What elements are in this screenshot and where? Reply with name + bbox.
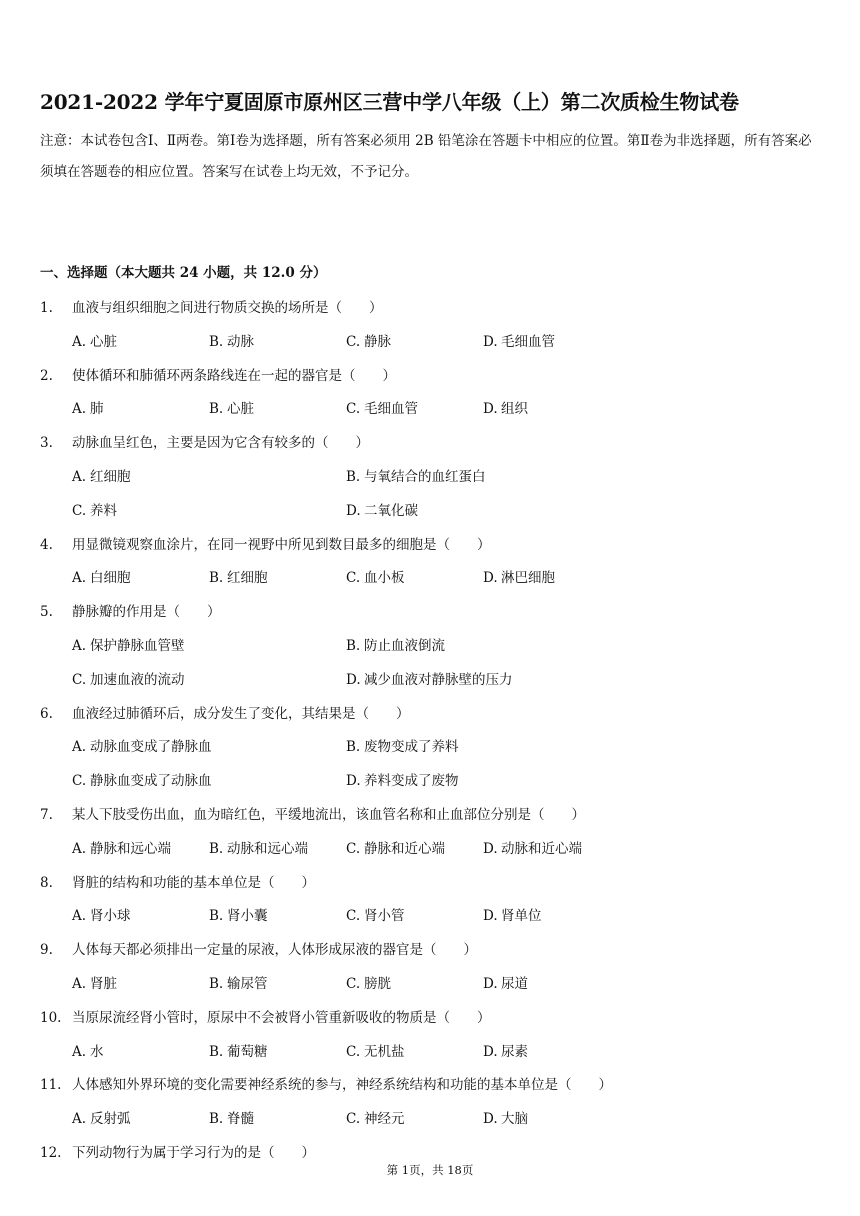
option-row (40, 495, 830, 529)
question-text: 用显微镜观察血涂片，在同一视野中所见到数目最多的细胞是（ ） (72, 536, 491, 553)
answer-option (72, 461, 346, 495)
question-number: 7. (40, 806, 53, 823)
answer-option (483, 1103, 620, 1137)
answer-option (346, 630, 620, 664)
option-text: 静脉 (364, 333, 391, 350)
question-stem (40, 698, 830, 732)
question-item (40, 596, 830, 697)
option-letter: A. (72, 570, 87, 587)
option-letter: C. (72, 671, 87, 688)
answer-option (346, 968, 483, 1002)
question-text: 血液经过肺循环后，成分发生了变化，其结果是（ ） (72, 705, 410, 722)
option-text: 心脏 (227, 401, 254, 418)
option-letter: C. (346, 1043, 361, 1060)
option-row (40, 1036, 830, 1070)
option-letter: D. (483, 570, 498, 587)
question-number: 6. (40, 705, 53, 722)
question-stem (40, 1002, 830, 1036)
option-letter: D. (346, 671, 361, 688)
question-item (40, 698, 830, 799)
option-letter: A. (72, 975, 87, 992)
answer-option (483, 562, 620, 596)
answer-option (346, 461, 620, 495)
option-text: 心脏 (90, 333, 117, 350)
option-letter: B. (209, 840, 224, 857)
question-stem (40, 292, 830, 326)
answer-option (483, 1036, 620, 1070)
option-text: 白细胞 (90, 570, 131, 587)
option-text: 静脉血变成了动脉血 (90, 773, 212, 790)
option-text: 反射弧 (90, 1111, 131, 1128)
answer-option (346, 1103, 483, 1137)
option-text: 组织 (501, 401, 528, 418)
option-text: 脊髓 (227, 1111, 254, 1128)
option-row (40, 731, 830, 765)
question-number: 12. (40, 1144, 62, 1161)
question-stem (40, 529, 830, 563)
option-letter: C. (72, 773, 87, 790)
option-letter: A. (72, 1111, 87, 1128)
answer-option (72, 968, 209, 1002)
answer-option (72, 393, 209, 427)
option-letter: A. (72, 739, 87, 756)
question-text: 人体感知外界环境的变化需要神经系统的参与，神经系统结构和功能的基本单位是（ ） (72, 1077, 612, 1094)
answer-option (72, 562, 209, 596)
option-text: 肾脏 (90, 975, 117, 992)
answer-option (72, 731, 346, 765)
option-text: 肾单位 (501, 908, 542, 925)
question-list (40, 292, 830, 1171)
option-letter: C. (346, 570, 361, 587)
option-text: 水 (90, 1043, 104, 1060)
question-number: 3. (40, 435, 53, 452)
answer-option (72, 495, 346, 529)
answer-option (72, 900, 209, 934)
option-text: 尿道 (501, 975, 528, 992)
option-text: 与氧结合的血红蛋白 (364, 468, 486, 485)
option-text: 尿素 (501, 1043, 528, 1060)
question-number: 10. (40, 1009, 62, 1026)
question-number: 8. (40, 874, 53, 891)
option-letter: C. (346, 333, 361, 350)
option-text: 毛细血管 (501, 333, 555, 350)
option-letter: A. (72, 840, 87, 857)
answer-option (483, 393, 620, 427)
question-number: 1. (40, 300, 53, 316)
question-item (40, 799, 830, 867)
question-text: 下列动物行为属于学习行为的是（ ） (72, 1144, 315, 1161)
option-row (40, 630, 830, 664)
answer-option (346, 765, 620, 799)
question-number: 11. (40, 1077, 62, 1094)
question-stem (40, 360, 830, 394)
option-letter: C. (346, 975, 361, 992)
question-text: 人体每天都必须排出一定量的尿液，人体形成尿液的器官是（ ） (72, 942, 477, 959)
question-item (40, 529, 830, 597)
question-number: 4. (40, 536, 53, 553)
option-text: 养料变成了废物 (364, 773, 459, 790)
option-row (40, 765, 830, 799)
question-item (40, 1069, 830, 1137)
answer-option (209, 833, 346, 867)
option-letter: A. (72, 637, 87, 654)
question-item (40, 1002, 830, 1070)
question-text: 当原尿流经肾小管时，原尿中不会被肾小管重新吸收的物质是（ ） (72, 1009, 491, 1026)
question-item (40, 934, 830, 1002)
option-letter: A. (72, 333, 87, 350)
option-text: 动脉和近心端 (501, 840, 582, 857)
answer-option (346, 833, 483, 867)
question-text: 动脉血呈红色，主要是因为它含有较多的（ ） (72, 435, 369, 452)
section-heading: 一、选择题（本大题共 24 小题，共 12.0 分） (40, 265, 327, 281)
question-stem (40, 934, 830, 968)
option-letter: B. (209, 1043, 224, 1060)
answer-option (209, 900, 346, 934)
option-letter: D. (346, 773, 361, 790)
answer-option (346, 393, 483, 427)
option-letter: B. (209, 975, 224, 992)
option-letter: B. (346, 637, 361, 654)
answer-option (72, 630, 346, 664)
answer-option (209, 393, 346, 427)
option-text: 动脉 (227, 333, 254, 350)
option-letter: D. (483, 975, 498, 992)
answer-option (72, 326, 209, 360)
answer-option (209, 562, 346, 596)
option-letter: C. (346, 908, 361, 925)
answer-option (346, 731, 620, 765)
answer-option (72, 1036, 209, 1070)
option-text: 肾小囊 (227, 908, 268, 925)
option-letter: C. (346, 1111, 361, 1128)
question-text: 静脉瓣的作用是（ ） (72, 604, 221, 621)
question-stem (40, 427, 830, 461)
question-number: 5. (40, 604, 53, 621)
answer-option (346, 326, 483, 360)
page-footer: 第 1页，共 18页 (386, 1163, 474, 1177)
option-row (40, 1103, 830, 1137)
answer-option (483, 326, 620, 360)
option-row (40, 664, 830, 698)
question-stem (40, 596, 830, 630)
question-stem (40, 799, 830, 833)
option-text: 淋巴细胞 (501, 570, 555, 587)
question-item (40, 867, 830, 935)
answer-option (72, 765, 346, 799)
option-letter: A. (72, 1043, 87, 1060)
option-text: 保护静脉血管壁 (90, 637, 185, 654)
option-letter: C. (346, 840, 361, 857)
question-text: 某人下肢受伤出血，血为暗红色，平缓地流出，该血管名称和止血部位分别是（ ） (72, 806, 585, 823)
option-letter: D. (483, 333, 498, 350)
option-row (40, 326, 830, 360)
option-text: 静脉和近心端 (364, 840, 445, 857)
answer-option (209, 1103, 346, 1137)
question-stem (40, 1069, 830, 1103)
option-row (40, 968, 830, 1002)
option-letter: B. (346, 739, 361, 756)
answer-option (346, 1036, 483, 1070)
option-row (40, 393, 830, 427)
answer-option (209, 1036, 346, 1070)
option-letter: C. (346, 401, 361, 418)
question-text: 肾脏的结构和功能的基本单位是（ ） (72, 874, 315, 891)
option-text: 动脉和远心端 (227, 840, 308, 857)
option-text: 肺 (90, 401, 104, 418)
question-item (40, 360, 830, 428)
option-text: 加速血液的流动 (90, 671, 185, 688)
answer-option (346, 900, 483, 934)
answer-option (72, 664, 346, 698)
question-number: 9. (40, 942, 53, 959)
question-number: 2. (40, 367, 53, 384)
exam-notice: 注意：本试卷包含Ⅰ、Ⅱ两卷。第Ⅰ卷为选择题，所有答案必须用 2B 铅笔涂在答题卡中相应的位置。第Ⅱ卷为非选择题，所有答案必须填在答题卷的相应位置。答案写在试卷上均无效，不予记分。 (40, 133, 812, 180)
question-item (40, 292, 830, 360)
option-text: 肾小球 (90, 908, 131, 925)
answer-option (346, 562, 483, 596)
option-row (40, 900, 830, 934)
option-letter: B. (209, 570, 224, 587)
option-letter: B. (209, 401, 224, 418)
answer-option (72, 1103, 209, 1137)
option-text: 红细胞 (227, 570, 268, 587)
exam-title: 2021-2022 学年宁夏固原市原州区三营中学八年级（上）第二次质检生物试卷 (40, 90, 739, 114)
option-letter: A. (72, 401, 87, 418)
option-text: 减少血液对静脉壁的压力 (364, 671, 513, 688)
option-letter: B. (346, 468, 361, 485)
option-text: 肾小管 (364, 908, 405, 925)
option-text: 防止血液倒流 (364, 637, 445, 654)
option-text: 二氧化碳 (364, 502, 418, 519)
option-letter: A. (72, 468, 87, 485)
answer-option (483, 968, 620, 1002)
question-text: 使体循环和肺循环两条路线连在一起的器官是（ ） (72, 367, 396, 384)
option-letter: D. (483, 1111, 498, 1128)
option-text: 输尿管 (227, 975, 268, 992)
option-text: 膀胱 (364, 975, 391, 992)
option-letter: B. (209, 1111, 224, 1128)
question-text: 血液与组织细胞之间进行物质交换的场所是（ ） (72, 300, 383, 316)
option-text: 无机盐 (364, 1043, 405, 1060)
option-letter: D. (346, 502, 361, 519)
option-letter: D. (483, 840, 498, 857)
answer-option (346, 664, 620, 698)
option-text: 动脉血变成了静脉血 (90, 739, 212, 756)
option-text: 静脉和远心端 (90, 840, 171, 857)
option-text: 血小板 (364, 570, 405, 587)
option-text: 神经元 (364, 1111, 405, 1128)
answer-option (346, 495, 620, 529)
option-text: 废物变成了养料 (364, 739, 459, 756)
option-letter: B. (209, 333, 224, 350)
option-letter: D. (483, 401, 498, 418)
option-text: 大脑 (501, 1111, 528, 1128)
option-letter: D. (483, 1043, 498, 1060)
option-row (40, 461, 830, 495)
option-letter: D. (483, 908, 498, 925)
option-row (40, 833, 830, 867)
option-letter: A. (72, 908, 87, 925)
option-row (40, 562, 830, 596)
option-text: 红细胞 (90, 468, 131, 485)
option-letter: C. (72, 502, 87, 519)
question-item (40, 427, 830, 528)
option-letter: B. (209, 908, 224, 925)
option-text: 毛细血管 (364, 401, 418, 418)
answer-option (209, 326, 346, 360)
option-text: 养料 (90, 502, 117, 519)
answer-option (72, 833, 209, 867)
option-text: 葡萄糖 (227, 1043, 268, 1060)
answer-option (483, 900, 620, 934)
question-stem (40, 867, 830, 901)
answer-option (209, 968, 346, 1002)
answer-option (483, 833, 620, 867)
